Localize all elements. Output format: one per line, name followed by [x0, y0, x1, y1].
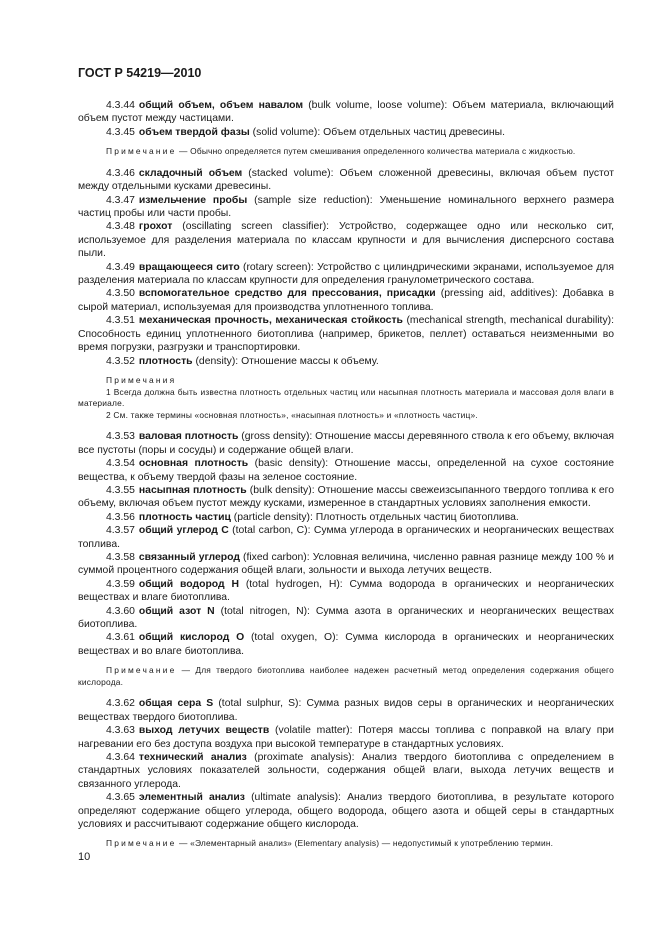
- terms-group-b: [78, 167, 614, 368]
- term-entry: 4.3.49 вращающееся сито (rotary screen): Устройство с цилиндрическими экранами, используемое для разделения материала по классам крупности для определения гранулометрического состава.: [78, 261, 614, 287]
- note-label: Примечание: [106, 665, 177, 676]
- term-entry: 4.3.64 технический анализ (proximate analysis): Анализ твердого биотоплива с определением в стандартных условиях показателей зольности, содержания общей влаги, выхода летучих веществ и связанного углерода.: [78, 752, 614, 790]
- note-item: 1 Всегда должна быть известна плотность отдельных частиц или насыпная плотность материала и массовая доля влаги в материале.: [78, 386, 614, 409]
- note-label: Примечание: [106, 838, 177, 849]
- term-entry: 4.3.45 объем твердой фазы (solid volume): Объем отдельных частиц древесины.: [106, 126, 506, 138]
- term-entry: 4.3.60 общий азот N (total nitrogen, N): Сумма азота в органических и неорганических веществах биотоплива.: [78, 605, 614, 630]
- page-number: 10: [78, 851, 91, 863]
- term-entry: 4.3.48 грохот (oscillating screen classifier): Устройство, содержащее одно или несколько сит, используемое для разделения материала по классам крупности и для вычисления дисперсного состава пыли.: [78, 221, 614, 260]
- notes: [78, 375, 614, 421]
- term-entry: 4.3.50 вспомогательное средство для прессования, присадки (pressing aid, additives): Добавка в сырой материал, используемая для производства уплотненного топлива.: [78, 288, 614, 313]
- note-text: — «Элементарный анализ» (Elementary analysis) — недопустимый к употреблению термин.: [179, 838, 554, 849]
- terms-group-d: [78, 697, 614, 831]
- term-entry: 4.3.53 валовая плотность (gross density): Отношение массы деревянного ствола к его объему, включая все пустоты (поры и сосуды) и содержание общей влаги.: [78, 431, 614, 456]
- note: [78, 838, 614, 850]
- term-entry: 4.3.57 общий углерод C (total carbon, C): Сумма углерода в органических и неорганических веществах топлива.: [78, 525, 614, 550]
- notes-label: Примечания: [106, 374, 177, 385]
- term-entry: 4.3.46 складочный объем (stacked volume): Объем сложенной древесины, включая объем пустот между отдельными кусками древесины.: [78, 167, 614, 193]
- note: [78, 665, 614, 688]
- term-entry: 4.3.47 измельчение пробы (sample size reduction): Уменьшение номинального верхнего размера частиц пробы или части пробы.: [78, 194, 614, 220]
- note-text: — Обычно определяется путем смешивания определенного количества материала с жидкостью.: [179, 146, 576, 157]
- terms-group-c: [78, 430, 614, 658]
- note-label: Примечание: [106, 146, 177, 157]
- term-entry: 4.3.54 основная плотность (basic density): Отношение массы, определенной на сухое состояние вещества, к объему твердой фазы на зеленое состояние.: [78, 458, 614, 483]
- terms-group-a: [78, 99, 614, 139]
- term-entry: 4.3.56 плотность частиц (particle density): Плотность отдельных частиц биотоплива.: [106, 511, 519, 523]
- term-entry: 4.3.62 общая сера S (total sulphur, S): Сумма разных видов серы в органических и неорганических веществах твердого биотоплива.: [78, 698, 614, 723]
- term-entry: 4.3.51 механическая прочность, механическая стойкость (mechanical strength, mechanical durability): Способность единиц уплотненного биотоплива (например, брикетов, пеллет) оставаться неизменными во время погрузки, разгрузки и транспортировки.: [78, 315, 614, 354]
- note-item: 2 См. также термины «основная плотность», «насыпная плотность» и «плотность частиц».: [106, 409, 478, 420]
- document-header: ГОСТ Р 54219—2010: [78, 66, 202, 80]
- note: [78, 146, 614, 158]
- term-entry: 4.3.44 общий объем, объем навалом (bulk volume, loose volume): Объем материала, включающий объем пустот между частицами.: [78, 100, 614, 125]
- term-entry: 4.3.61 общий кислород O (total oxygen, O): Сумма кислорода в органических и неорганических веществах и во влаге биотоплива.: [78, 632, 614, 657]
- term-entry: 4.3.55 насыпная плотность (bulk density): Отношение массы свежеизсыпанного твердого топлива к его объему, включая объем пустот между кусками, измеренное в стандартных условиях заполнения емкости.: [78, 484, 614, 510]
- term-entry: 4.3.63 выход летучих веществ (volatile matter): Потеря массы топлива с поправкой на влагу при нагревании его без доступа воздуха при высокой температуре в стандартных условиях.: [78, 725, 614, 750]
- term-entry: 4.3.52 плотность (density): Отношение массы к объему.: [106, 355, 379, 367]
- term-entry: 4.3.65 элементный анализ (ultimate analysis): Анализ твердого биотоплива, в результате которого определяют содержание общего углерода, общего водорода, общего азота и общей серы в стандартных условиях и рассчитывают содержание общего кислорода.: [78, 792, 614, 831]
- term-entry: 4.3.59 общий водород H (total hydrogen, H): Сумма водорода в органических и неорганических веществах и влаге биотоплива.: [78, 578, 614, 604]
- note-text: — Для твердого биотоплива наиболее надежен расчетный метод определения содержания общего кислорода.: [78, 665, 614, 687]
- document-page: [78, 66, 614, 859]
- term-entry: 4.3.58 связанный углерод (fixed carbon): Условная величина, численно равная разнице между 100 % и суммой процентного содержания общей влаги, зольности и выхода летучих веществ.: [78, 551, 614, 577]
